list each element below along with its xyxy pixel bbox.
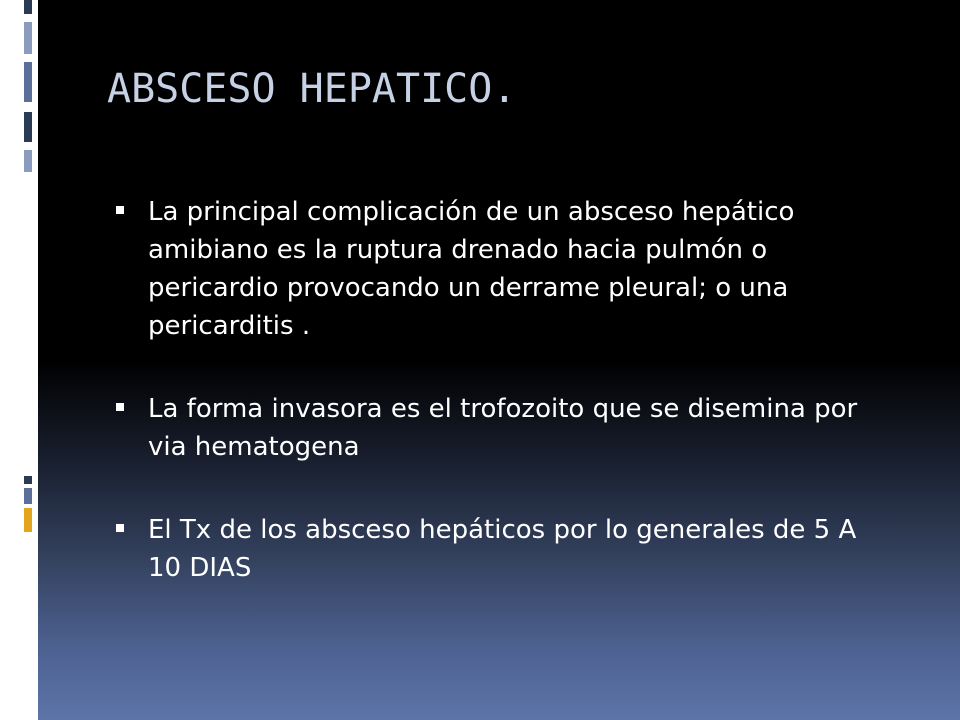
strip-square-icon bbox=[24, 508, 32, 532]
strip-square-icon bbox=[24, 22, 32, 54]
slide-title: ABSCESO HEPATICO. bbox=[107, 66, 517, 112]
strip-square-icon bbox=[24, 112, 32, 142]
strip-square-icon bbox=[24, 0, 32, 14]
strip-square-icon bbox=[24, 150, 32, 172]
bullet-item bbox=[116, 193, 896, 345]
square-bullet-icon bbox=[116, 403, 124, 411]
bullet-item bbox=[116, 511, 896, 587]
bullet-list bbox=[116, 193, 896, 632]
strip-square-icon bbox=[24, 476, 32, 484]
bullet-text: El Tx de los absceso hepáticos por lo generales de 5 A 10 DIAS bbox=[148, 515, 857, 583]
bullet-text: La forma invasora es el trofozoito que se disemina por via hematogena bbox=[148, 394, 858, 462]
strip-square-icon bbox=[24, 62, 32, 102]
bullet-text: La principal complicación de un absceso hepático amibiano es la ruptura drenado hacia pulmón o pericardio provocando un derrame pleural; o una pericarditis . bbox=[148, 197, 795, 341]
strip-square-icon bbox=[24, 488, 32, 504]
square-bullet-icon bbox=[116, 524, 124, 532]
square-bullet-icon bbox=[116, 206, 124, 214]
bullet-item bbox=[116, 390, 896, 466]
side-strip bbox=[0, 0, 38, 720]
